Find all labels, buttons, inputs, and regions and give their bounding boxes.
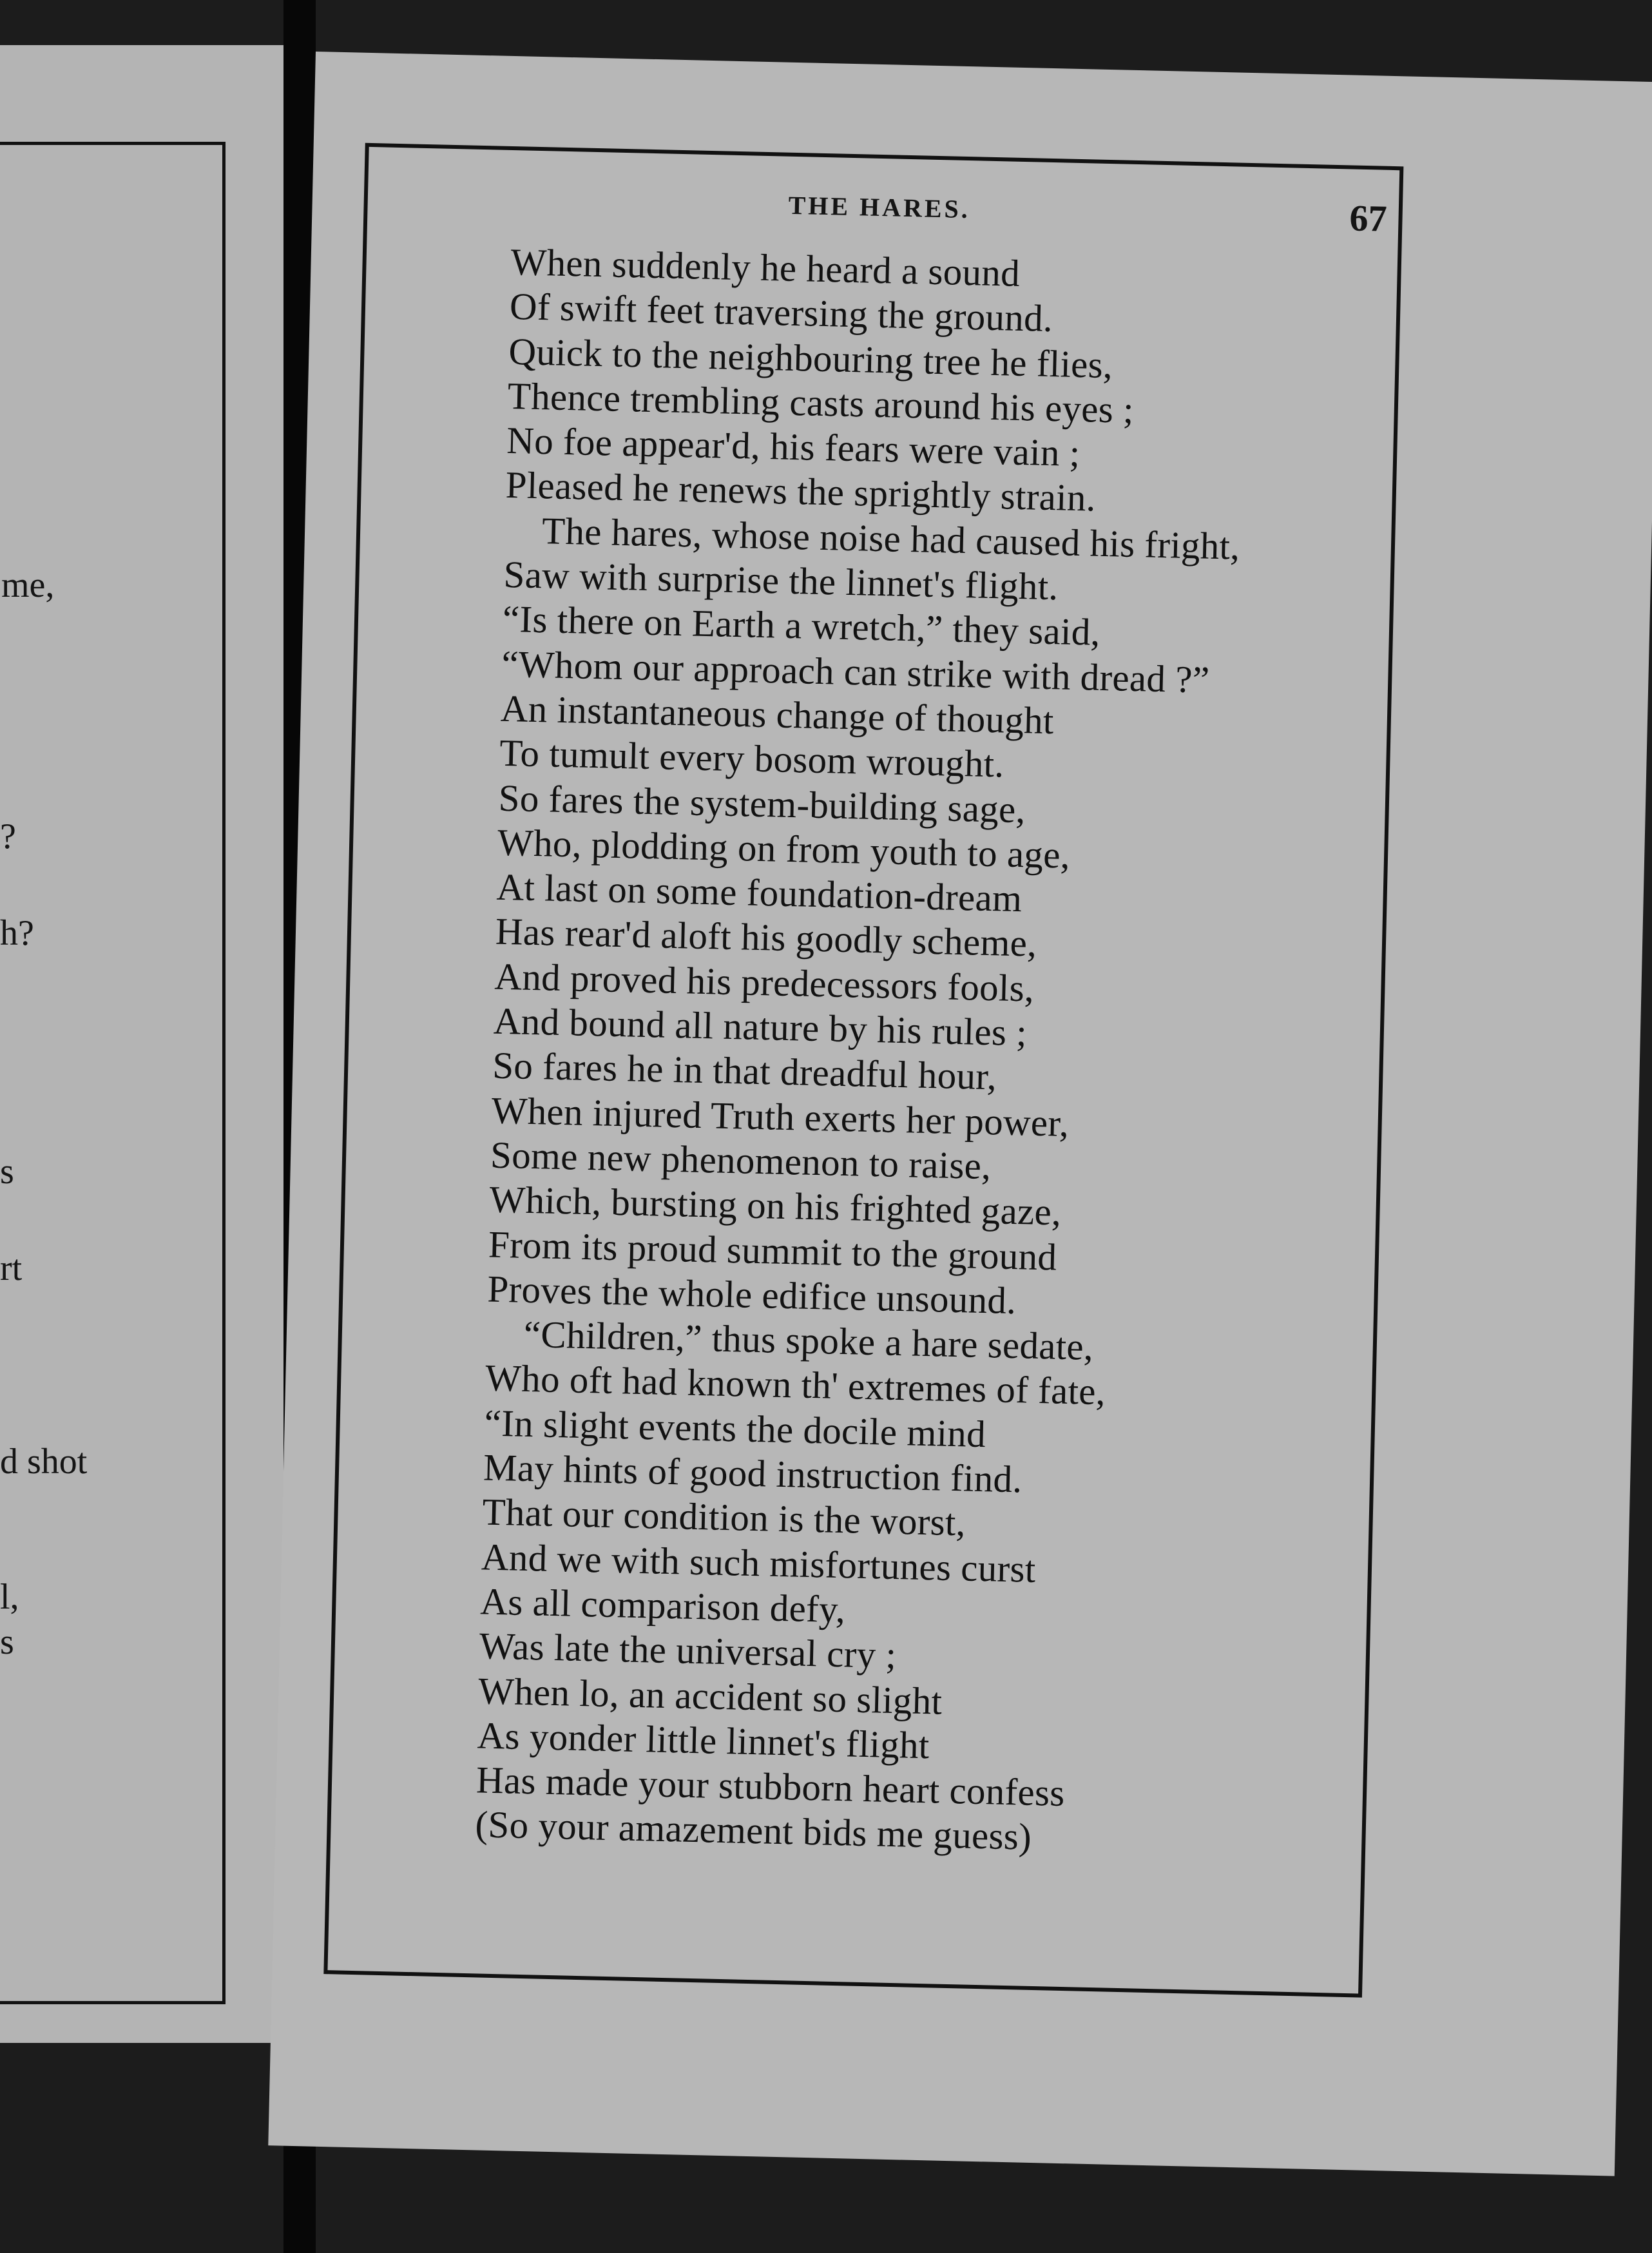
poem-line: Some new phenomenon to raise, [490, 1133, 992, 1188]
poem-line: To tumult every bosom wrought. [499, 731, 1005, 786]
poem-line: Pleased he renews the sprightly strain. [505, 463, 1097, 520]
left-page [0, 45, 283, 2043]
poem-line: From its proud summit to the ground [488, 1223, 1058, 1279]
poem-line: “Children,” thus spoke a hare sedate, [523, 1312, 1094, 1369]
poem-line: Who oft had known th' extremes of fate, [485, 1356, 1106, 1413]
poem-line: Proves the whole edifice unsound. [486, 1267, 1017, 1322]
poem-line: So fares he in that dreadful hour, [492, 1043, 997, 1098]
poem-line: No foe appear'd, his fears were vain ; [506, 419, 1081, 475]
left-page-border [0, 142, 226, 2004]
poem-line: So fares the system-building sage, [498, 776, 1026, 831]
page-number: 67 [1349, 197, 1388, 240]
poem-line: An instantaneous change of thought [500, 686, 1055, 742]
poem-line: That our condition is the worst, [481, 1490, 966, 1544]
poem-line: “In slight events the docile mind [484, 1401, 986, 1455]
poem-line: Who, plodding on from youth to age, [497, 820, 1071, 876]
poem-line: Has rear'd aloft his goodly scheme, [495, 910, 1037, 965]
poem-line: Quick to the neighbouring tree he flies, [508, 329, 1113, 386]
poem-line: And proved his predecessors fools, [494, 954, 1035, 1010]
left-page-fragment: h? [0, 913, 34, 953]
left-page-fragment: rt [0, 1248, 23, 1288]
poem-line: Which, bursting on his frighted gaze, [488, 1177, 1062, 1233]
poem-text [475, 240, 1247, 1864]
left-page-fragment: s [0, 1622, 14, 1662]
poem-line: (So your amazement bids me guess) [474, 1803, 1032, 1859]
poem-line: As all comparison defy, [479, 1580, 846, 1631]
poem-line: When suddenly he heard a sound [510, 240, 1021, 295]
poem-line: When injured Truth exerts her power, [491, 1088, 1070, 1145]
poem-line: Thence trembling casts around his eyes ; [507, 374, 1135, 431]
poem-line: As yonder little linnet's flight [477, 1714, 930, 1767]
poem-line: Of swift feet traversing the ground. [509, 285, 1053, 340]
poem-line: When lo, an accident so slight [477, 1668, 943, 1723]
poem-line: “Whom our approach can strike with dread ?” [501, 642, 1211, 701]
poem-line: And we with such misfortunes curst [481, 1535, 1037, 1591]
running-head: THE HARES. [788, 190, 971, 224]
poem-line: May hints of good instruction find. [483, 1446, 1023, 1501]
poem-line: Was late the universal cry ; [479, 1624, 898, 1677]
left-page-fragment: ? [0, 817, 16, 856]
left-page-fragment: s [0, 1152, 14, 1192]
left-page-fragment: d shot [0, 1442, 88, 1482]
left-page-fragment: l, [0, 1577, 19, 1617]
left-page-fragment: me, [1, 565, 55, 605]
poem-line: At last on some foundation-dream [495, 865, 1023, 920]
poem-line: The hares, whose noise had caused his fright, [541, 508, 1241, 568]
poem-line: Has made your stubborn heart confess [475, 1758, 1066, 1815]
poem-line: “Is there on Earth a wretch,” they said, [502, 597, 1101, 654]
poem-line: And bound all nature by his rules ; [493, 999, 1028, 1054]
right-page [268, 52, 1652, 2176]
poem-line: Saw with surprise the linnet's flight. [503, 552, 1059, 608]
